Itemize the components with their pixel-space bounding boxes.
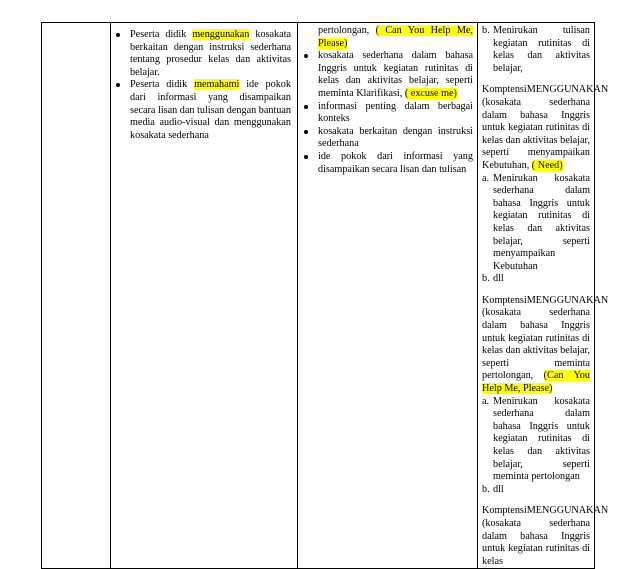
competency-label: Komptensi — [482, 505, 527, 517]
list-item: b. dll — [482, 273, 504, 285]
competency-description: (kosakata sederhana dalam bahasa Inggris untuk kegiatan rutinitas di kelas dan aktivitas belajar, seperti menyampaikan Kebutuhan, ( Need) — [482, 96, 590, 171]
highlight-text: (Can You Help Me, Please) — [482, 370, 590, 395]
list-item: a. Menirukan kosakata sederhana dalam bahasa Inggris untuk kegiatan rutinitas di kelas dan aktivitas belajar, seperti meminta pertolongan — [482, 395, 590, 483]
empty-cell — [42, 23, 111, 569]
objectives-list — [111, 29, 291, 142]
highlight-text: memahami — [194, 79, 240, 91]
bullet-icon — [304, 54, 308, 58]
competency-label: Komptensi — [482, 294, 527, 306]
list-item: b. dll — [482, 483, 504, 495]
table-row — [42, 23, 595, 569]
item-text: Peserta didik — [130, 29, 193, 40]
competency-block — [482, 294, 609, 497]
competency-keyword: MENGGUNAKAN — [526, 84, 609, 96]
highlight-text: ( Need) — [531, 159, 563, 171]
highlight-text: ( Can You Help Me, Please) — [318, 25, 473, 49]
competency-keyword: MENGGUNAKAN — [526, 294, 609, 306]
list-item: kosakata berkaitan dengan instruksi sederhana — [298, 126, 473, 151]
highlight-text: menggunakan — [192, 29, 250, 40]
objectives-cell — [111, 23, 298, 569]
item-text: kosakata berkaitan dengan instruksi sederhana tentang prosedur kelas dan aktivitas belajar. — [130, 29, 291, 78]
list-item: ide pokok dari informasi yang disampaikan secara lisan dan tulisan — [298, 151, 473, 176]
competency-keyword: MENGGUNAKAN — [526, 505, 609, 517]
list-item: kosakata sederhana dalam bahasa Inggris untuk kegiatan rutinitas di kelas dan aktivitas belajar, seperti meminta Klarifikasi, ( excuse me) — [298, 50, 473, 100]
list-item — [111, 29, 291, 79]
highlight-text: ( excuse me) — [404, 87, 457, 99]
bullet-icon — [116, 83, 120, 87]
list-item: informasi penting dalam berbagai konteks — [298, 101, 473, 126]
competency-description: (kosakata sederhana dalam bahasa Inggris untuk kegiatan rutinitas di kelas dan aktivitas belajar, seperti meminta pertolongan, (Can You Help Me, Please) — [482, 307, 590, 395]
bullet-icon — [304, 105, 308, 109]
item-text: ide pokok dari informasi yang disampaikan secara lisan dan tulisan dengan bantuan media audio-visual dan menggunakan kosakata sederhana — [130, 79, 291, 141]
competency-block — [482, 505, 609, 568]
bullet-icon — [116, 33, 120, 37]
activity-list — [482, 396, 590, 497]
activity-list — [482, 173, 590, 286]
competency-block — [482, 84, 609, 286]
vocabulary-cell — [298, 23, 478, 569]
curriculum-table — [41, 22, 609, 569]
list-item — [111, 79, 291, 142]
competency-description: (kosakata sederhana dalam bahasa Inggris untuk kegiatan rutinitas di kelas — [482, 517, 590, 567]
continued-text: pertolongan, ( Can You Help Me, Please) — [318, 25, 473, 49]
item-text: Peserta didik — [130, 79, 195, 91]
list-item: a. Menirukan kosakata sederhana dalam bahasa Inggris untuk kegiatan rutinitas di kelas dan aktivitas belajar, seperti menyampaikan Kebutuhan — [482, 172, 590, 272]
activity-list — [482, 25, 590, 75]
competency-label: Komptensi — [482, 84, 527, 96]
vocabulary-list — [298, 50, 473, 176]
list-item: b. Menirukan tulisan kegiatan rutinitas di kelas dan aktivitas belajar, — [482, 25, 590, 74]
competency-cell — [478, 23, 609, 569]
bullet-icon — [304, 130, 308, 134]
bullet-icon — [304, 155, 308, 159]
